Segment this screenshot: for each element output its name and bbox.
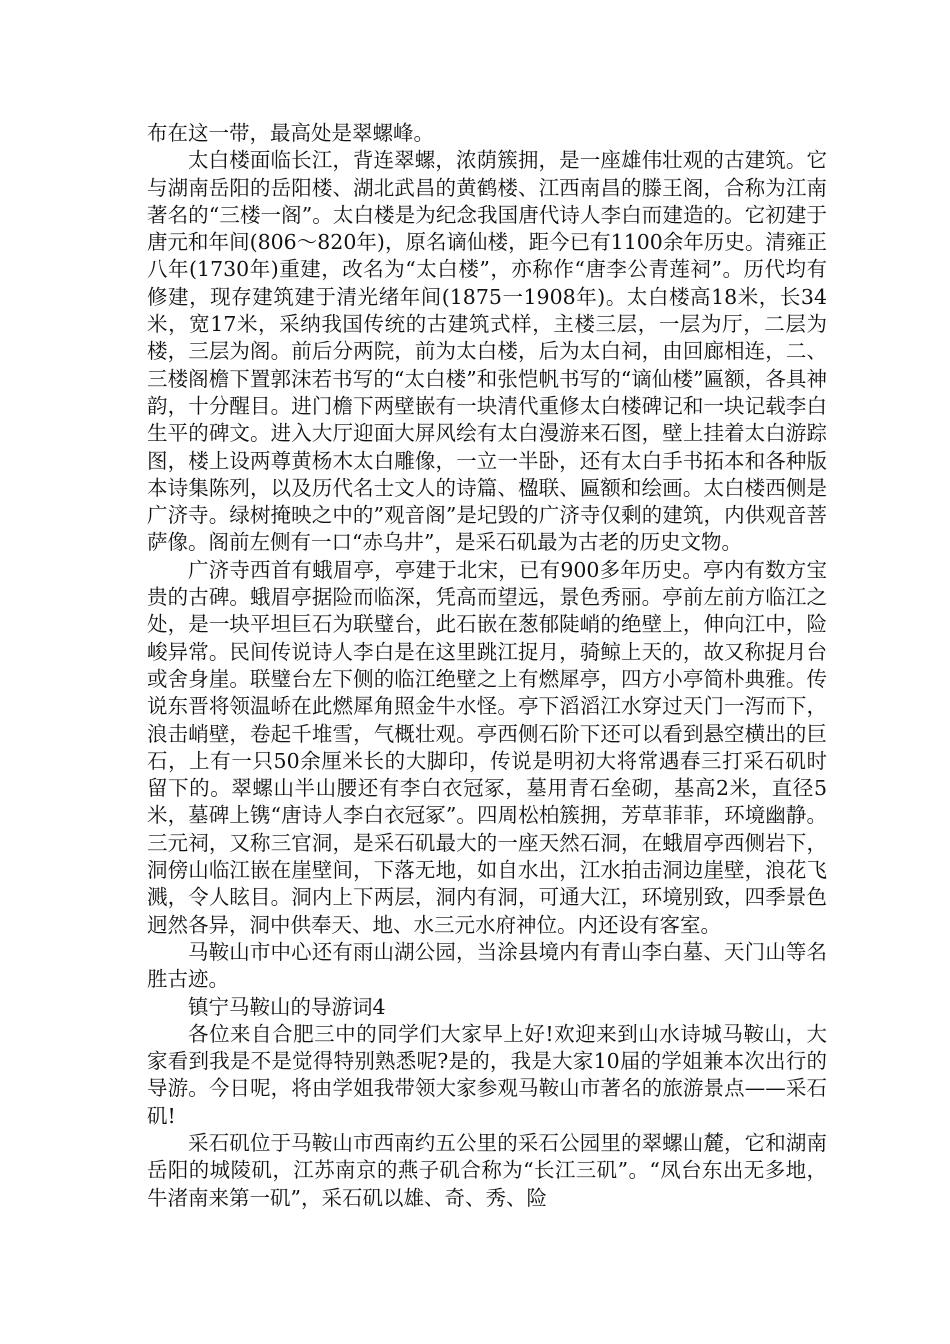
paragraph-caishiji-intro: 采石矶位于马鞍山市西南约五公里的采石公园里的翠螺山麓，它和湖南岳阳的城陵矶，江苏南京的燕子矶合称为“长江三矶”。“凤台东出无多地，牛渚南来第一矶”，采石矶以雄、奇、秀、险 — [147, 1130, 827, 1210]
document-body — [147, 120, 827, 1212]
paragraph-taibai-tower: 太白楼面临长江，背连翠螺，浓荫簇拥，是一座雄伟壮观的古建筑。它与湖南岳阳的岳阳楼、湖北武昌的黄鹤楼、江西南昌的滕王阁，合称为江南著名的“三楼一阁”。太白楼是为纪念我国唐代诗人李白而建造的。它初建于唐元和年间(806～820年)，原名谪仙楼，距今已有1100余年历史。清雍正八年(1730年)重建，改名为“太白楼”，亦称作“唐李公青莲祠”。历代均有修建，现存建筑建于清光绪年间(1875一1908年)。太白楼高18米，长34米，宽17米，采纳我国传统的古建筑式样，主楼三层，一层为厅，二层为楼，三层为阁。前后分两院，前为太白楼，后为太白祠，由回廊相连，二、三楼阁檐下置郭沫若书写的“太白楼”和张恺帆书写的“谪仙楼”匾额，各具神韵，十分醒目。进门檐下两壁嵌有一块清代重修太白楼碑记和一块记载李白生平的碑文。进入大厅迎面大屏风绘有太白漫游来石图，壁上挂着太白游踪图，楼上设两尊黄杨木太白雕像，一立一半卧，还有太白手书拓本和各种版本诗集陈列，以及历代名士文人的诗篇、楹联、匾额和绘画。太白楼西侧是广济寺。绿树掩映之中的”观音阁”是圮毁的广济寺仅剩的建筑，内供观音菩萨像。阁前左侧有一口“赤乌井”，是采石矶最为古老的历史文物。 — [147, 148, 827, 555]
paragraph-emei-pavilion: 广济寺西首有蛾眉亭，亭建于北宋，已有900多年历史。亭内有数方宝贵的古碑。蛾眉亭据险而临深，凭高而望远，景色秀丽。亭前左前方临江之处，是一块平坦巨石为联璧台，此石嵌在葱郁陡峭的绝壁上，伸向江中，险峻异常。民间传说诗人李白是在这里跳江捉月，骑鲸上天的，故又称捉月台或舍身崖。联璧台左下侧的临江绝壁之上有燃犀亭，四方小亭简朴典雅。传说东晋将领温峤在此燃犀角照金牛水怪。亭下滔滔江水穿过天门一泻而下，浪击峭壁，卷起千堆雪，气概壮观。亭西侧石阶下还可以看到悬空横出的巨石，上有一只50余厘米长的大脚印，传说是明初大将常遇春三打采石矶时留下的。翠螺山半山腰还有李白衣冠冢，墓用青石垒砌，基高2米，直径5米，墓碑上镌“唐诗人李白衣冠冢”。四周松柏簇拥，芳草菲菲，环境幽静。三元祠，又称三官洞，是采石矶最大的一座天然石洞，在蛾眉亭西侧岩下，洞傍山临江嵌在崖壁间，下落无地，如自水出，江水拍击洞边崖壁，浪花飞溅，令人眩目。洞内上下两层，洞内有洞，可通大江，环境别致，四季景色迥然各异，洞中供奉天、地、水三元水府神位。内还设有客室。 — [147, 557, 827, 937]
section-heading: 镇宁马鞍山的导游词4 — [188, 994, 386, 1019]
paragraph-greeting: 各位来自合肥三中的同学们大家早上好!欢迎来到山水诗城马鞍山，大家看到我是不是觉得特别熟悉呢?是的，我是大家10届的学姐兼本次出行的导游。今日呢，将由学姐我带领大家参观马鞍山市著名的旅游景点——采石矶! — [147, 1021, 827, 1128]
paragraph-continuation: 布在这一带，最高处是翠螺峰。 — [147, 121, 434, 145]
paragraph-other-sites: 马鞍山市中心还有雨山湖公园，当涂县境内有青山李白墓、天门山等名胜古迹。 — [147, 939, 827, 992]
